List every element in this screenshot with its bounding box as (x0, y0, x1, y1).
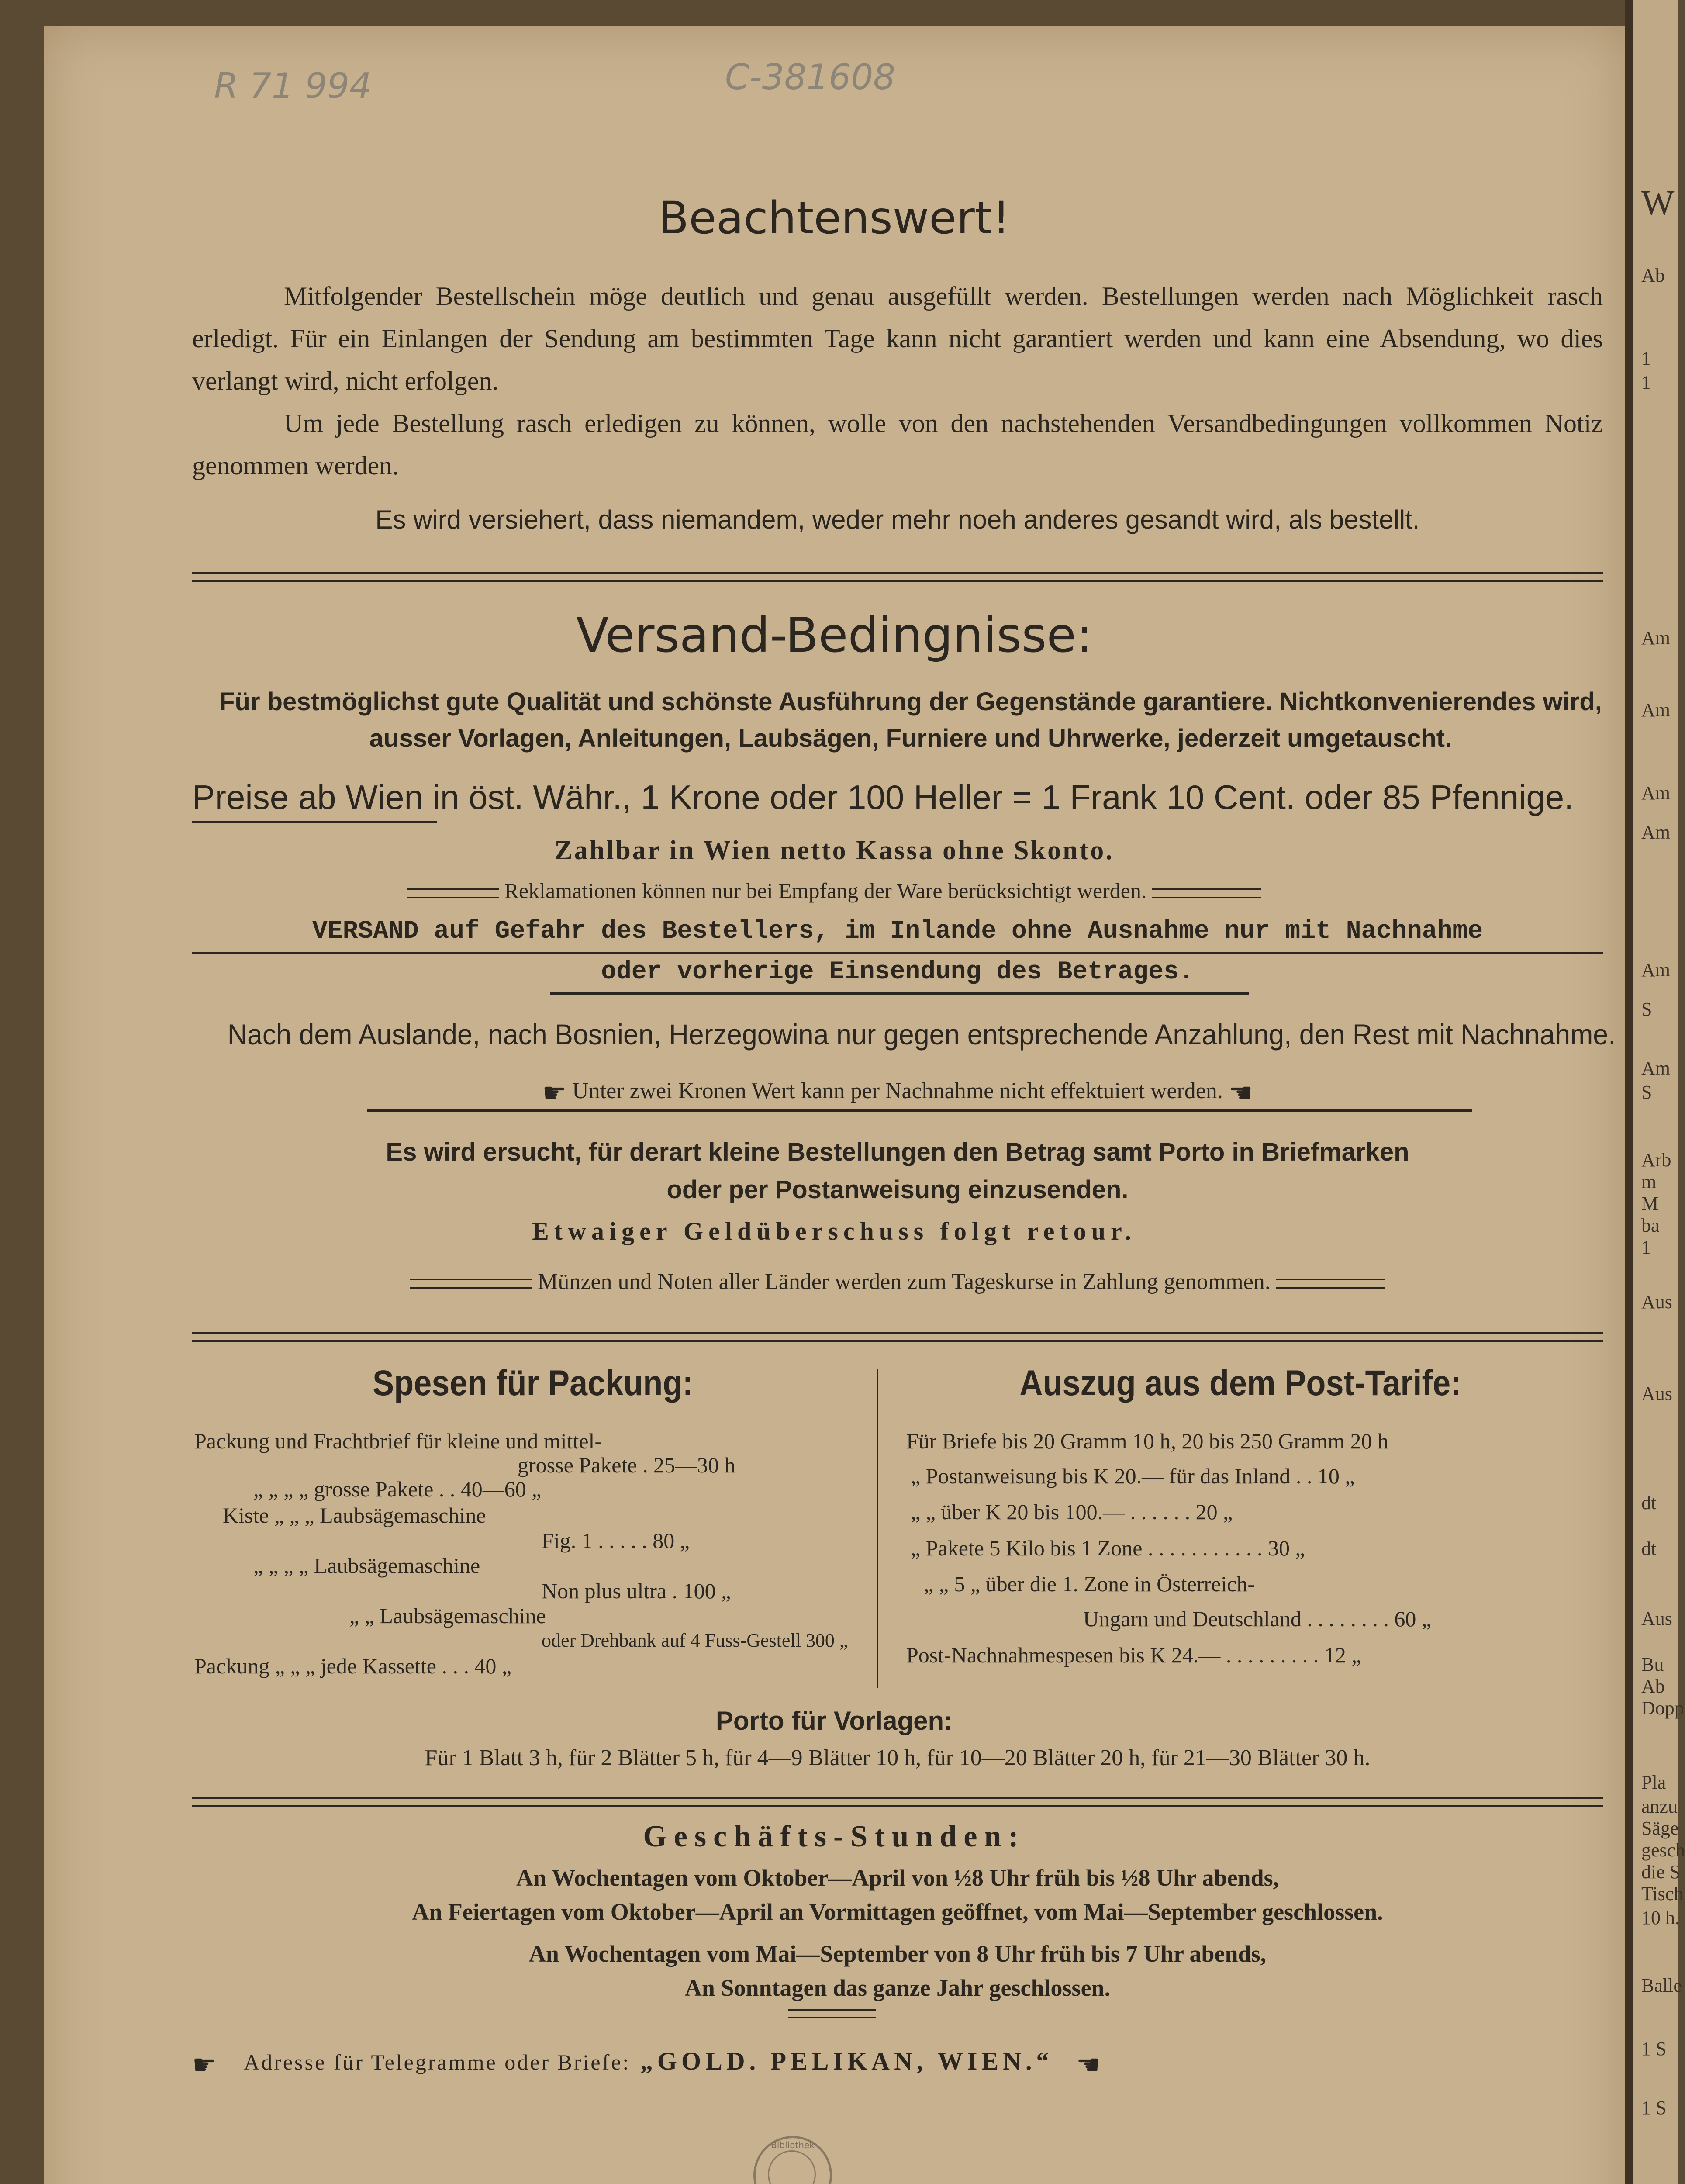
address-value: „GOLD. PELIKAN, WIEN.“ (640, 2047, 1053, 2075)
hours-line-4: An Sonntagen das ganze Jahr geschlossen. (684, 1975, 1111, 2001)
adjacent-fragment: dt (1641, 1538, 1657, 1559)
hours-body (192, 1861, 1603, 2005)
adjacent-fragment: 1 S (1641, 2097, 1667, 2118)
porto-text: Für 1 Blatt 3 h, für 2 Blätter 5 h, für 4—9 Blätter 10 h, für 10—20 Blätter 20 h, für 21—30 Blätter 30 h. (425, 1745, 1371, 1770)
shipping-underline-1 (192, 952, 1603, 954)
postal-row: „ „ über K 20 bis 100.— . . . . . . 20 „ (911, 1500, 1233, 1524)
adjacent-fragment: die S (1641, 1861, 1681, 1883)
pointing-hand-right-icon: ☛ (542, 1078, 567, 1108)
pointing-hand-right-icon: ☛ (192, 2050, 217, 2080)
adjacent-fragment: Am (1641, 699, 1670, 721)
divider (192, 1332, 1603, 1342)
conditions-prices: Preise ab Wien in öst. Währ., 1 Krone oder 100 Heller = 1 Frank 10 Cent. oder 85 Pfennige. (192, 778, 1574, 816)
adjacent-fragment: m (1641, 1171, 1657, 1192)
hours-line-3: An Wochentagen vom Mai—September von 8 Uhr früh bis 7 Uhr abends, (528, 1941, 1267, 1967)
conditions-shipping-1: VERSAND auf Gefahr des Bestellers, im Inlande ohne Ausnahme nur mit Nachnahme (312, 917, 1483, 946)
hours-line-1: An Wochentagen vom Oktober—April von ½8 Uhr früh bis ½8 Uhr abends, (516, 1865, 1279, 1891)
conditions-coins: Münzen und Noten aller Länder werden zum Tageskurse in Zahlung genommen. (538, 1269, 1271, 1294)
address-line (192, 2046, 1603, 2081)
ornament-right (1152, 888, 1261, 898)
hours-title: Geschäfts-Stunden: (643, 1820, 1026, 1853)
conditions-complaints: Reklamationen können nur bei Empfang der Ware berücksichtigt werden. (504, 878, 1147, 903)
pointing-hand-left-icon: ☚ (1228, 1078, 1253, 1108)
notice-title: Beachtenswert! (658, 192, 1010, 244)
adjacent-fragment: Am (1641, 1057, 1670, 1079)
coins-line (192, 1269, 1603, 1295)
hours-line-2: An Feiertagen vom Oktober—April an Vormittagen geöffnet, vom Mai—September geschlossen. (412, 1899, 1383, 1925)
min-value-line (192, 1077, 1603, 1109)
adjacent-fragment: Arb (1641, 1149, 1671, 1171)
ornament-center (788, 2009, 876, 2018)
stamp-text: Bibliothek (771, 2140, 815, 2150)
pencil-shelfmark-top-center: C-381608 (725, 57, 896, 97)
adjacent-fragment: Ab (1641, 1676, 1665, 1697)
packing-row: „ „ „ „ grosse Pakete . . 40—60 „ (253, 1477, 542, 1501)
adjacent-fragment: W (1641, 184, 1675, 222)
packing-row: Non plus ultra . 100 „ (542, 1579, 731, 1603)
postal-row: Post-Nachnahmespesen bis K 24.— . . . . . . . . . 12 „ (906, 1643, 1361, 1667)
packing-row: „ „ „ „ Laubsägemaschine (253, 1553, 480, 1578)
adjacent-fragment: Aus (1641, 1383, 1672, 1404)
adjacent-fragment: Tisch (1641, 1883, 1684, 1904)
adjacent-fragment: Balle (1641, 1975, 1682, 1996)
notice-body (192, 275, 1603, 487)
adjacent-fragment: 1 (1641, 1237, 1651, 1258)
adjacent-fragment: Dopp (1641, 1697, 1684, 1719)
conditions-abroad: Nach dem Auslande, nach Bosnien, Herzegowina nur gegen entsprechende Anzahlung, den Rest mit Nachnahme. (227, 1018, 1616, 1051)
postal-row: Ungarn und Deutschland . . . . . . . . 60 „ (1083, 1607, 1432, 1631)
conditions-min-value: Unter zwei Kronen Wert kann per Nachnahme nicht effektuiert werden. (572, 1078, 1223, 1103)
adjacent-page-edge (1625, 0, 1685, 2184)
divider (192, 572, 1603, 582)
adjacent-fragment: Am (1641, 627, 1670, 649)
adjacent-fragment: dt (1641, 1492, 1657, 1514)
conditions-payable: Zahlbar in Wien netto Kassa ohne Skonto. (554, 836, 1114, 865)
postal-row: „ „ 5 „ über die 1. Zone in Österreich- (924, 1572, 1255, 1596)
adjacent-fragment: Aus (1641, 1291, 1672, 1313)
adjacent-fragment: Säge (1641, 1818, 1679, 1839)
conditions-small-orders-2: oder per Postanweisung einzusenden. (666, 1175, 1129, 1204)
prices-underline (192, 821, 437, 823)
ornament-left (407, 888, 499, 898)
stamp-inner-ring (768, 2150, 816, 2184)
postal-row: Für Briefe bis 20 Gramm 10 h, 20 bis 250 Gramm 20 h (906, 1429, 1389, 1453)
notice-paragraph-1: Mitfolgender Bestellschein möge deutlich und genau ausgefüllt werden. Bestellungen werden nach Möglichkeit rasch erledigt. Für ein Einlangen der Sendung am bestimmten Tage kann nicht garantiert werden und kann eine Absendung, wo dies verlangt wird, nicht erfolgen. (192, 282, 1603, 395)
packing-row: Kiste „ „ „ Laubsägemaschine (223, 1503, 486, 1527)
packing-row: Fig. 1 . . . . . 80 „ (542, 1528, 690, 1553)
library-stamp (753, 2136, 832, 2184)
packing-title: Spesen für Packung: (372, 1363, 694, 1403)
min-value-underline (367, 1109, 1472, 1112)
packing-row: Packung „ „ „ jede Kassette . . . 40 „ (194, 1654, 512, 1678)
adjacent-fragment: M (1641, 1193, 1659, 1214)
small-orders (192, 1133, 1603, 1209)
pencil-shelfmark-top-left: R 71 994 (214, 66, 372, 106)
packing-row: grosse Pakete . 25—30 h (518, 1453, 735, 1477)
address-label: Adresse für Telegramme oder Briefe: (244, 2050, 631, 2074)
adjacent-fragment: S (1641, 999, 1652, 1020)
conditions-quality: Für bestmöglichst gute Qualität und schönste Ausführung der Gegenstände garantiere. Nichtkonvenierendes wird, ausser Vorlagen, Anleitungen, Laubsägen, Furniere und Uhrwerke, jederzeit umgetauscht. (219, 688, 1602, 753)
postal-row: „ Pakete 5 Kilo bis 1 Zone . . . . . . . . . . . 30 „ (911, 1536, 1305, 1560)
adjacent-fragment: Pla (1641, 1772, 1666, 1793)
adjacent-fragment: S (1641, 1082, 1652, 1103)
adjacent-fragment: gesch (1641, 1839, 1685, 1861)
notice-paragraph-2: Um jede Bestellung rasch erledigen zu können, wolle von den nachstehenden Versandbedingungen vollkommen Notiz genommen werden. (192, 409, 1603, 480)
column-divider (877, 1369, 878, 1688)
postal-title: Auszug aus dem Post-Tarife: (1019, 1363, 1461, 1403)
notice-assurance: Es wird versiehert, dass niemandem, weder mehr noeh anderes gesandt wird, als bestellt. (375, 505, 1420, 534)
ornament-left (410, 1279, 532, 1289)
adjacent-fragment: 10 h. (1641, 1907, 1680, 1928)
adjacent-fragment: Bu (1641, 1654, 1664, 1675)
adjacent-fragment: 1 (1641, 348, 1651, 369)
adjacent-fragment: 1 S (1641, 2038, 1667, 2060)
conditions-title: Versand-Bedingnisse: (576, 607, 1093, 663)
adjacent-fragment: Am (1641, 959, 1670, 981)
shipping-underline-2 (550, 992, 1249, 995)
pointing-hand-left-icon: ☚ (1076, 2050, 1101, 2080)
conditions-small-orders-1: Es wird ersucht, für derart kleine Bestellungen den Betrag samt Porto in Briefmarken (386, 1138, 1409, 1166)
conditions-surplus: Etwaiger Geldüberschuss folgt retour. (532, 1217, 1136, 1245)
postal-row: „ Postanweisung bis K 20.— für das Inland . . 10 „ (911, 1464, 1355, 1488)
document-page (44, 26, 1625, 2184)
ornament-right (1276, 1279, 1385, 1289)
conditions-shipping-2: oder vorherige Einsendung des Betrages. (601, 958, 1194, 986)
adjacent-fragment: 1 (1641, 372, 1651, 393)
porto-title: Porto für Vorlagen: (715, 1706, 953, 1735)
adjacent-fragment: Ab (1641, 265, 1665, 286)
complaints-line (44, 878, 1625, 903)
adjacent-fragment: Aus (1641, 1608, 1672, 1629)
adjacent-fragment: Am (1641, 782, 1670, 804)
packing-row: „ „ Laubsägemaschine (349, 1603, 546, 1628)
packing-row: Packung und Frachtbrief für kleine und mittel- (194, 1429, 602, 1453)
adjacent-fragment: anzu (1641, 1796, 1678, 1817)
adjacent-fragment: Am (1641, 822, 1670, 843)
divider (192, 1797, 1603, 1807)
packing-row: oder Drehbank auf 4 Fuss-Gestell 300 „ (542, 1630, 848, 1651)
adjacent-fragment: ba (1641, 1215, 1660, 1236)
